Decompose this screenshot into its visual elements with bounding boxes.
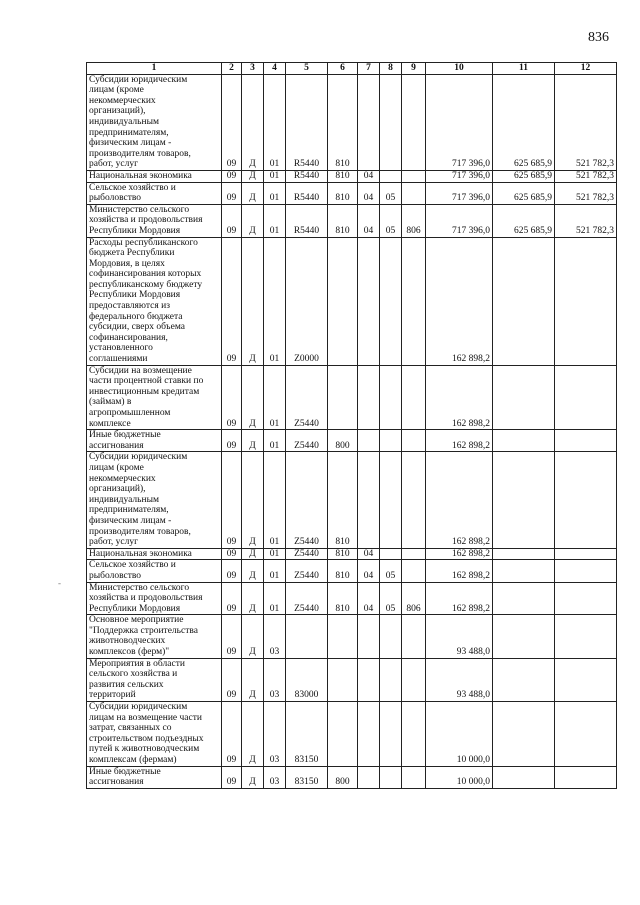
col-7-cell bbox=[358, 74, 380, 170]
table-row bbox=[87, 702, 617, 767]
table-body bbox=[87, 74, 617, 788]
col-2-cell: 09 bbox=[222, 560, 242, 582]
table-row bbox=[87, 658, 617, 701]
col-2-cell: 09 bbox=[222, 658, 242, 701]
col-9-cell bbox=[402, 702, 426, 767]
col-8-cell bbox=[380, 365, 402, 430]
col-header-2: 2 bbox=[222, 63, 242, 75]
col-7-cell bbox=[358, 452, 380, 548]
row-name-cell: Субсидии юридическим лицам (кроме некоммерческих организаций), индивидуальным предпринимателям, физическим лицам - производителям товаров, работ, услуг bbox=[87, 452, 222, 548]
scan-speck: - bbox=[58, 578, 61, 588]
col-7-cell: 04 bbox=[358, 560, 380, 582]
col-9-cell bbox=[402, 548, 426, 560]
col-5-cell: 83000 bbox=[286, 658, 328, 701]
col-9-cell bbox=[402, 452, 426, 548]
col-4-cell: 03 bbox=[264, 702, 286, 767]
col-9-cell: 806 bbox=[402, 204, 426, 237]
col-8-cell bbox=[380, 702, 402, 767]
col-9-cell bbox=[402, 365, 426, 430]
table-row bbox=[87, 582, 617, 615]
row-name-cell: Расходы республиканского бюджета Республики Мордовия, в целях софинансирования которых республиканскому бюджету Республики Мордовия предоставляются из федерального бюджета субсидии, сверх объема софинансирования, установленного соглашениями bbox=[87, 237, 222, 365]
col-10-cell: 162 898,2 bbox=[426, 582, 493, 615]
col-header-6: 6 bbox=[328, 63, 358, 75]
col-9-cell bbox=[402, 766, 426, 788]
col-2-cell: 09 bbox=[222, 615, 242, 658]
col-9-cell bbox=[402, 658, 426, 701]
row-name-cell: Субсидии юридическим лицам (кроме некоммерческих организаций), индивидуальным предпринимателям, физическим лицам - производителям товаров, работ, услуг bbox=[87, 74, 222, 170]
col-12-cell bbox=[555, 452, 617, 548]
col-8-cell bbox=[380, 615, 402, 658]
col-4-cell: 01 bbox=[264, 365, 286, 430]
col-6-cell: 800 bbox=[328, 430, 358, 452]
col-8-cell bbox=[380, 74, 402, 170]
col-5-cell: R5440 bbox=[286, 170, 328, 182]
col-4-cell: 01 bbox=[264, 170, 286, 182]
col-2-cell: 09 bbox=[222, 204, 242, 237]
col-7-cell bbox=[358, 365, 380, 430]
col-6-cell bbox=[328, 237, 358, 365]
col-2-cell: 09 bbox=[222, 702, 242, 767]
col-header-5: 5 bbox=[286, 63, 328, 75]
row-name-cell: Субсидии юридическим лицам на возмещение части затрат, связанных со строительством подъездных путей к животноводческим комплексам (фермам) bbox=[87, 702, 222, 767]
col-10-cell: 717 396,0 bbox=[426, 170, 493, 182]
col-2-cell: 09 bbox=[222, 237, 242, 365]
col-7-cell bbox=[358, 615, 380, 658]
col-12-cell bbox=[555, 548, 617, 560]
row-name-cell: Национальная экономика bbox=[87, 170, 222, 182]
col-10-cell: 162 898,2 bbox=[426, 237, 493, 365]
col-6-cell: 810 bbox=[328, 452, 358, 548]
col-11-cell bbox=[493, 582, 555, 615]
col-5-cell: Z5440 bbox=[286, 430, 328, 452]
col-4-cell: 03 bbox=[264, 766, 286, 788]
table-row bbox=[87, 766, 617, 788]
col-9-cell bbox=[402, 237, 426, 365]
row-name-cell: Национальная экономика bbox=[87, 548, 222, 560]
col-4-cell: 01 bbox=[264, 560, 286, 582]
col-4-cell: 01 bbox=[264, 548, 286, 560]
col-6-cell bbox=[328, 702, 358, 767]
col-6-cell bbox=[328, 365, 358, 430]
table-header-row bbox=[87, 63, 617, 75]
col-10-cell: 162 898,2 bbox=[426, 560, 493, 582]
col-11-cell: 625 685,9 bbox=[493, 204, 555, 237]
table-row bbox=[87, 170, 617, 182]
col-5-cell: Z5440 bbox=[286, 548, 328, 560]
col-11-cell bbox=[493, 615, 555, 658]
col-11-cell bbox=[493, 560, 555, 582]
col-3-cell: Д bbox=[242, 702, 264, 767]
table-row bbox=[87, 182, 617, 204]
col-11-cell bbox=[493, 702, 555, 767]
row-name-cell: Сельское хозяйство и рыболовство bbox=[87, 182, 222, 204]
col-8-cell bbox=[380, 766, 402, 788]
col-2-cell: 09 bbox=[222, 548, 242, 560]
col-7-cell bbox=[358, 766, 380, 788]
col-7-cell: 04 bbox=[358, 182, 380, 204]
table-row bbox=[87, 237, 617, 365]
col-5-cell: Z5440 bbox=[286, 452, 328, 548]
col-9-cell bbox=[402, 74, 426, 170]
col-3-cell: Д bbox=[242, 74, 264, 170]
col-4-cell: 01 bbox=[264, 74, 286, 170]
col-11-cell: 625 685,9 bbox=[493, 182, 555, 204]
col-6-cell: 810 bbox=[328, 170, 358, 182]
col-header-8: 8 bbox=[380, 63, 402, 75]
col-11-cell bbox=[493, 237, 555, 365]
budget-table bbox=[86, 62, 617, 789]
col-8-cell bbox=[380, 548, 402, 560]
table-row bbox=[87, 365, 617, 430]
col-7-cell: 04 bbox=[358, 582, 380, 615]
col-12-cell bbox=[555, 658, 617, 701]
row-name-cell: Мероприятия в области сельского хозяйства и развития сельских территорий bbox=[87, 658, 222, 701]
col-3-cell: Д bbox=[242, 766, 264, 788]
col-12-cell: 521 782,3 bbox=[555, 74, 617, 170]
col-4-cell: 01 bbox=[264, 452, 286, 548]
row-name-cell: Основное мероприятие "Поддержка строительства животноводческих комплексов (ферм)" bbox=[87, 615, 222, 658]
col-8-cell: 05 bbox=[380, 560, 402, 582]
table-row bbox=[87, 560, 617, 582]
row-name-cell: Иные бюджетные ассигнования bbox=[87, 766, 222, 788]
col-header-12: 12 bbox=[555, 63, 617, 75]
col-header-7: 7 bbox=[358, 63, 380, 75]
col-9-cell bbox=[402, 615, 426, 658]
col-3-cell: Д bbox=[242, 560, 264, 582]
col-8-cell bbox=[380, 430, 402, 452]
col-11-cell: 625 685,9 bbox=[493, 170, 555, 182]
col-9-cell bbox=[402, 430, 426, 452]
col-2-cell: 09 bbox=[222, 582, 242, 615]
col-2-cell: 09 bbox=[222, 365, 242, 430]
col-7-cell bbox=[358, 658, 380, 701]
col-12-cell bbox=[555, 582, 617, 615]
col-2-cell: 09 bbox=[222, 430, 242, 452]
col-2-cell: 09 bbox=[222, 452, 242, 548]
col-10-cell: 717 396,0 bbox=[426, 182, 493, 204]
col-10-cell: 717 396,0 bbox=[426, 204, 493, 237]
col-3-cell: Д bbox=[242, 204, 264, 237]
col-8-cell bbox=[380, 237, 402, 365]
col-10-cell: 162 898,2 bbox=[426, 365, 493, 430]
page-number: 836 bbox=[588, 30, 609, 45]
col-9-cell bbox=[402, 170, 426, 182]
col-11-cell bbox=[493, 658, 555, 701]
col-6-cell: 810 bbox=[328, 560, 358, 582]
col-6-cell bbox=[328, 615, 358, 658]
col-6-cell: 800 bbox=[328, 766, 358, 788]
col-header-1: 1 bbox=[87, 63, 222, 75]
col-5-cell: R5440 bbox=[286, 204, 328, 237]
table-row bbox=[87, 74, 617, 170]
col-6-cell: 810 bbox=[328, 74, 358, 170]
col-7-cell bbox=[358, 237, 380, 365]
col-10-cell: 162 898,2 bbox=[426, 430, 493, 452]
col-6-cell bbox=[328, 658, 358, 701]
row-name-cell: Министерство сельского хозяйства и продовольствия Республики Мордовия bbox=[87, 582, 222, 615]
col-3-cell: Д bbox=[242, 237, 264, 365]
col-3-cell: Д bbox=[242, 170, 264, 182]
col-3-cell: Д bbox=[242, 452, 264, 548]
col-7-cell: 04 bbox=[358, 204, 380, 237]
col-8-cell: 05 bbox=[380, 582, 402, 615]
col-5-cell bbox=[286, 615, 328, 658]
col-7-cell bbox=[358, 702, 380, 767]
col-4-cell: 01 bbox=[264, 204, 286, 237]
col-7-cell bbox=[358, 430, 380, 452]
col-9-cell: 806 bbox=[402, 582, 426, 615]
col-10-cell: 93 488,0 bbox=[426, 615, 493, 658]
col-6-cell: 810 bbox=[328, 582, 358, 615]
col-3-cell: Д bbox=[242, 548, 264, 560]
col-7-cell: 04 bbox=[358, 170, 380, 182]
col-9-cell bbox=[402, 560, 426, 582]
col-12-cell bbox=[555, 365, 617, 430]
col-3-cell: Д bbox=[242, 365, 264, 430]
col-12-cell bbox=[555, 766, 617, 788]
col-12-cell bbox=[555, 237, 617, 365]
col-12-cell bbox=[555, 615, 617, 658]
col-6-cell: 810 bbox=[328, 548, 358, 560]
row-name-cell: Министерство сельского хозяйства и продовольствия Республики Мордовия bbox=[87, 204, 222, 237]
col-5-cell: 83150 bbox=[286, 702, 328, 767]
table-row bbox=[87, 452, 617, 548]
col-4-cell: 01 bbox=[264, 430, 286, 452]
col-5-cell: R5440 bbox=[286, 74, 328, 170]
table-row bbox=[87, 548, 617, 560]
col-10-cell: 717 396,0 bbox=[426, 74, 493, 170]
row-name-cell: Иные бюджетные ассигнования bbox=[87, 430, 222, 452]
col-5-cell: Z5440 bbox=[286, 560, 328, 582]
col-4-cell: 03 bbox=[264, 658, 286, 701]
col-2-cell: 09 bbox=[222, 170, 242, 182]
table-row bbox=[87, 615, 617, 658]
col-header-9: 9 bbox=[402, 63, 426, 75]
col-8-cell bbox=[380, 452, 402, 548]
col-4-cell: 01 bbox=[264, 182, 286, 204]
col-3-cell: Д bbox=[242, 182, 264, 204]
col-3-cell: Д bbox=[242, 582, 264, 615]
table-row bbox=[87, 430, 617, 452]
col-12-cell: 521 782,3 bbox=[555, 170, 617, 182]
col-6-cell: 810 bbox=[328, 204, 358, 237]
col-10-cell: 162 898,2 bbox=[426, 548, 493, 560]
col-8-cell bbox=[380, 658, 402, 701]
col-12-cell bbox=[555, 702, 617, 767]
col-11-cell: 625 685,9 bbox=[493, 74, 555, 170]
col-5-cell: Z0000 bbox=[286, 237, 328, 365]
col-11-cell bbox=[493, 430, 555, 452]
col-10-cell: 93 488,0 bbox=[426, 658, 493, 701]
col-11-cell bbox=[493, 548, 555, 560]
col-5-cell: Z5440 bbox=[286, 582, 328, 615]
row-name-cell: Субсидии на возмещение части процентной ставки по инвестиционным кредитам (займам) в агропромышленном комплексе bbox=[87, 365, 222, 430]
col-3-cell: Д bbox=[242, 615, 264, 658]
col-8-cell: 05 bbox=[380, 204, 402, 237]
col-10-cell: 10 000,0 bbox=[426, 702, 493, 767]
col-12-cell bbox=[555, 560, 617, 582]
col-4-cell: 01 bbox=[264, 237, 286, 365]
col-header-4: 4 bbox=[264, 63, 286, 75]
col-8-cell: 05 bbox=[380, 182, 402, 204]
col-10-cell: 10 000,0 bbox=[426, 766, 493, 788]
col-12-cell bbox=[555, 430, 617, 452]
col-11-cell bbox=[493, 452, 555, 548]
col-6-cell: 810 bbox=[328, 182, 358, 204]
col-4-cell: 01 bbox=[264, 582, 286, 615]
col-2-cell: 09 bbox=[222, 182, 242, 204]
col-3-cell: Д bbox=[242, 430, 264, 452]
col-11-cell bbox=[493, 766, 555, 788]
col-4-cell: 03 bbox=[264, 615, 286, 658]
table-row bbox=[87, 204, 617, 237]
col-10-cell: 162 898,2 bbox=[426, 452, 493, 548]
col-3-cell: Д bbox=[242, 658, 264, 701]
col-header-11: 11 bbox=[493, 63, 555, 75]
col-5-cell: 83150 bbox=[286, 766, 328, 788]
col-2-cell: 09 bbox=[222, 74, 242, 170]
col-header-3: 3 bbox=[242, 63, 264, 75]
col-2-cell: 09 bbox=[222, 766, 242, 788]
col-11-cell bbox=[493, 365, 555, 430]
col-header-10: 10 bbox=[426, 63, 493, 75]
col-12-cell: 521 782,3 bbox=[555, 182, 617, 204]
col-7-cell: 04 bbox=[358, 548, 380, 560]
col-9-cell bbox=[402, 182, 426, 204]
row-name-cell: Сельское хозяйство и рыболовство bbox=[87, 560, 222, 582]
col-8-cell bbox=[380, 170, 402, 182]
col-5-cell: Z5440 bbox=[286, 365, 328, 430]
col-5-cell: R5440 bbox=[286, 182, 328, 204]
col-12-cell: 521 782,3 bbox=[555, 204, 617, 237]
